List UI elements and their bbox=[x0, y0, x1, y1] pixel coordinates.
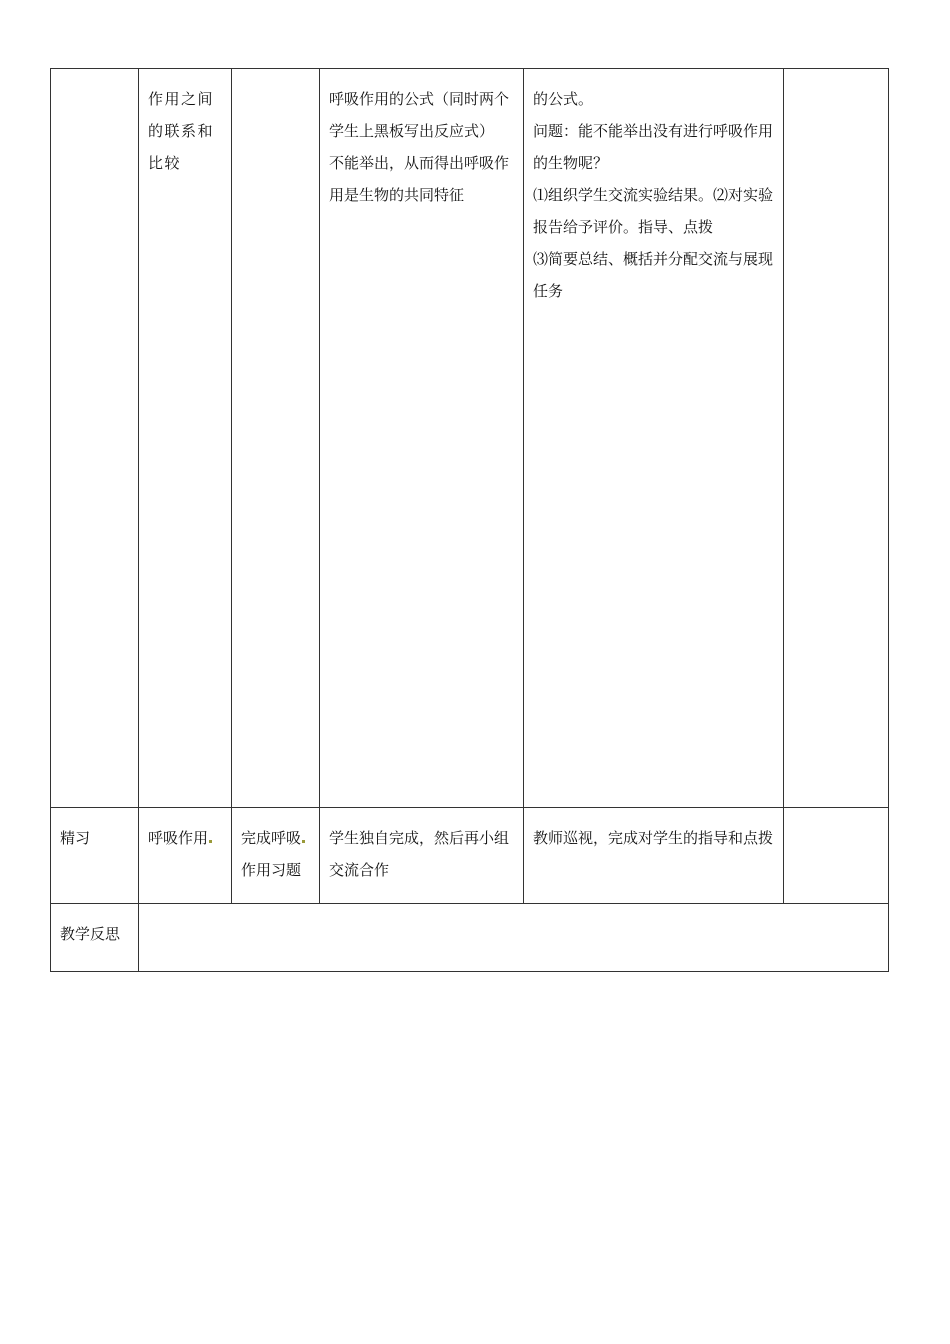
teacher-activity-paragraph: 问题：能不能举出没有进行呼吸作用的生物呢？ bbox=[533, 122, 774, 172]
student-activity-paragraph: 呼吸作用的公式（同时两个学生上黑板写出反应式） bbox=[329, 90, 510, 140]
topic-line: 作用之间 bbox=[148, 90, 215, 108]
topic-label: 呼吸作用 bbox=[148, 829, 209, 847]
cell-task-practice bbox=[232, 808, 320, 904]
cell-reflection-content bbox=[139, 904, 889, 972]
task-line: 完成呼吸 bbox=[241, 822, 312, 854]
teacher-activity-paragraph: ⑴组织学生交流实验结果。⑵对实验报告给予评价。指导、点拨 bbox=[533, 186, 774, 236]
cell-student-activity-practice bbox=[320, 808, 524, 904]
topic-line: 比较 bbox=[148, 154, 182, 172]
anchor-mark-icon bbox=[302, 840, 305, 843]
teacher-activity-paragraph: ⑶简要总结、概括并分配交流与展现任务 bbox=[533, 250, 774, 300]
teacher-activity-paragraph: 的公式。 bbox=[533, 90, 594, 108]
anchor-mark-icon bbox=[209, 840, 212, 843]
table-row-practice bbox=[51, 808, 889, 904]
cell-stage-continued bbox=[51, 69, 139, 808]
cell-task-continued bbox=[232, 69, 320, 808]
reflection-label: 教学反思 bbox=[60, 925, 121, 943]
cell-teacher-activity-continued bbox=[524, 69, 784, 808]
table-row-continued bbox=[51, 69, 889, 808]
teacher-activity-paragraph: 教师巡视，完成对学生的指导和点拨 bbox=[533, 829, 774, 847]
cell-notes-practice bbox=[784, 808, 889, 904]
cell-topic-continued bbox=[139, 69, 232, 808]
cell-reflection-label bbox=[51, 904, 139, 972]
student-activity-paragraph: 学生独自完成，然后再小组交流合作 bbox=[329, 829, 510, 879]
cell-notes-continued bbox=[784, 69, 889, 808]
lesson-plan-table bbox=[50, 68, 889, 972]
cell-stage-practice bbox=[51, 808, 139, 904]
stage-label: 精习 bbox=[60, 829, 91, 847]
cell-topic-practice bbox=[139, 808, 232, 904]
topic-line: 的联系和 bbox=[148, 122, 215, 140]
table-row-reflection bbox=[51, 904, 889, 972]
task-line: 作用习题 bbox=[241, 861, 302, 879]
student-activity-paragraph: 不能举出，从而得出呼吸作用是生物的共同特征 bbox=[329, 154, 510, 204]
cell-student-activity-continued bbox=[320, 69, 524, 808]
cell-teacher-activity-practice bbox=[524, 808, 784, 904]
